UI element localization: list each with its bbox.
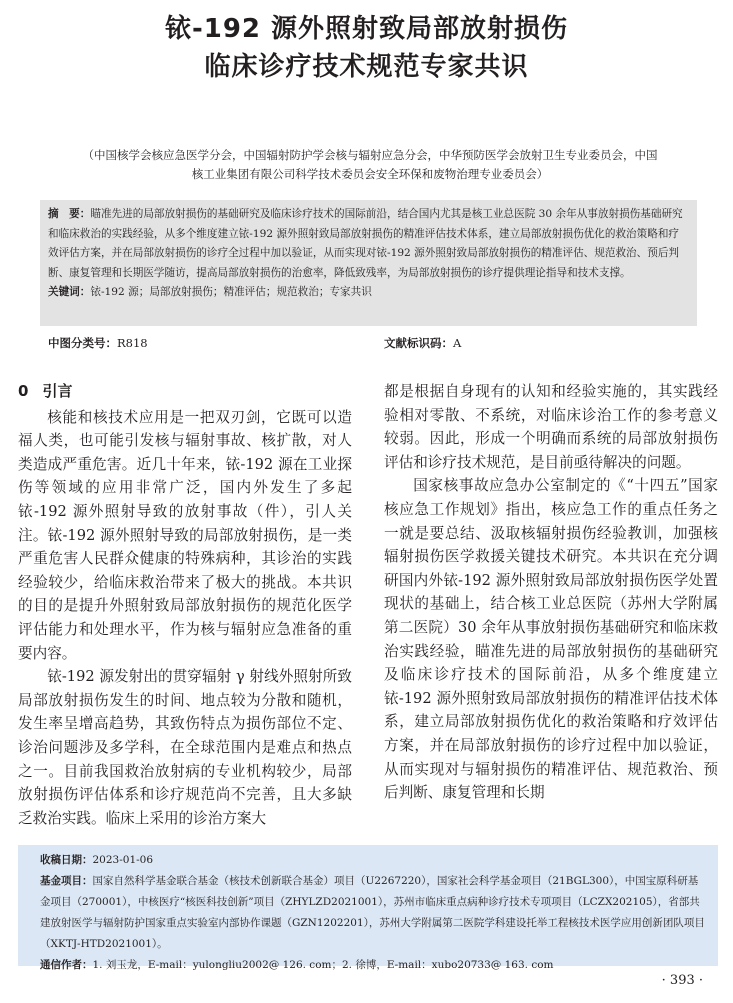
document-code-label: 文献标识码： xyxy=(384,336,453,350)
body-paragraph: 核能和核技术应用是一把双刃剑，它既可以造福人类，也可能引发核与辐射事故、核扩散，对人类造成严重危害。近几十年来，铱-192 源在工业探伤等领域的应用非常广泛，国内外发生了多起铱-192 源外照射导致的放射事故（件），引人关注。铱-192 源外照射导致的局部放射损伤，是一类严重危害人民群众健康的特殊病种，其诊治的实践经验较少，给临床救治带来了极大的挑战。本共识的目的是提升外照射致局部放射损伤的规范化医学评估能力和处理水平，作为核与辐射应急准备的重要内容。 xyxy=(18,408,352,662)
body-paragraph: 国家核事故应急办公室制定的《“十四五”国家核应急工作规划》指出，核应急工作的重点任务之一就是要总结、汲取核辐射损伤经验教训，加强核辐射损伤医学救援关键技术研究。本共识在充分调研国内外铱-192 源外照射致局部放射损伤医学处置现状的基础上，结合核工业总医院（苏州大学附属第二医院）30 余年从事放射损伤基础研究和临床救治实践经验，瞄准先进的局部放射损伤的基础研究及临床诊疗技术的国际前沿，从多个维度建立铱-192 源外照射致局部放射损伤的精准评估技术体系，建立局部放射损伤优化的救治策略和疗效评估方案，并在局部放射损伤的诊疗过程中加以验证，从而实现对与辐射损伤的精准评估、规范救治、预后判断、康复管理和长期 xyxy=(384,477,718,802)
corresponding-author xyxy=(40,955,708,976)
body-paragraph: 都是根据自身现有的认知和经验实施的，其实践经验相对零散、不系统，对临床诊治工作的参考意义较弱。因此，形成一个明确而系统的局部放射损伤评估和诊疗技术规范，是目前亟待解决的问题。 xyxy=(384,383,718,471)
received-date xyxy=(40,850,708,871)
footnote-box xyxy=(18,845,718,971)
affiliations-line-2: 核工业集团有限公司科学技术委员会安全环保和废物治理专业委员会） xyxy=(191,167,549,181)
keywords-paragraph xyxy=(48,283,689,303)
fund-label: 基金项目： xyxy=(40,875,93,887)
abstract-text: 瞄准先进的局部放射损伤的基础研究及临床诊疗技术的国际前沿，结合国内尤其是核工业总医院 30 余年从事放射损伤基础研究和临床救治的实践经验，从多个维度建立铱-192 源外照射致局部放射损伤的精准评估技术体系，建立局部放射损伤优化的救治策略和疗效评估方案，并在局部放射损伤的诊疗全过程中加以验证，从而实现对铱-192 源外照射致局部放射损伤的精准评估、规范救治、预后判断、康复管理和长期医学随访，提高局部放射损伤的治愈率，降低致残率，为局部放射损伤的诊疗提供理论指导和技术支撑。 xyxy=(48,208,683,279)
author-label: 通信作者： xyxy=(40,959,93,971)
clc-number xyxy=(48,335,148,351)
page-number: · 393 · xyxy=(661,973,703,988)
keywords-text: 铱-192 源；局部放射损伤；精准评估；规范救治；专家共识 xyxy=(90,286,372,299)
fund-text: 国家自然科学基金联合基金（核技术创新联合基金）项目（U2267220），国家社会科学基金项目（21BGL300），中国宝原科研基金项目（270001），中核医疗“核医科技创新”项目（ZHYLZD2021001），苏州市临床重点病种诊疗技术专项项目（LCZX202105），省部共建放射医学与辐射防护国家重点实验室内部协作课题（GZN1202201），苏州大学附属第二医院学科建设托举工程核技术医学应用创新团队项目（XKTJ-HTD2021001）。 xyxy=(40,875,705,950)
body-paragraph: 铱-192 源发射出的贯穿辐射 γ 射线外照射所致局部放射损伤发生的时间、地点较为分散和随机，发生率呈增高趋势，其致伤特点为损伤部位不定、诊治问题涉及多学科，在全球范围内是难点和热点之一。目前我国救治放射病的专业机构较少，局部放射损伤评估体系和诊疗规范尚不完善，且大多缺乏救治实践。临床上采用的诊治方案大 xyxy=(18,668,352,827)
abstract-box xyxy=(40,200,697,326)
abstract-label: 摘 要： xyxy=(48,208,91,220)
abstract-paragraph xyxy=(48,205,689,283)
section-number: 0 xyxy=(18,382,29,400)
clc-label: 中图分类号： xyxy=(48,336,117,350)
affiliations-line-1: （中国核学会核应急医学分会，中国辐射防护学会核与辐射应急分会，中华预防医学会放射卫生专业委员会，中国 xyxy=(82,148,658,162)
section-heading xyxy=(18,380,352,404)
received-label: 收稿日期： xyxy=(40,854,93,866)
title-line-2: 临床诊疗技术规范专家共识 xyxy=(204,52,529,82)
document-code-value: A xyxy=(453,336,462,350)
document-code xyxy=(384,335,461,351)
right-column xyxy=(384,380,718,805)
section-title: 引言 xyxy=(42,382,73,400)
keywords-label: 关键词： xyxy=(48,286,91,299)
author-text: 1. 刘玉龙，E-mail：yulongliu2002@ 126. com；2. 徐博，E-mail：xubo20733@ 163. com xyxy=(92,959,554,971)
fund-info xyxy=(40,871,708,955)
clc-value: R818 xyxy=(117,336,148,350)
title-line-1: 铱-192 源外照射致局部放射损伤 xyxy=(164,14,569,44)
left-column xyxy=(18,380,352,830)
received-value: 2023-01-06 xyxy=(92,854,154,866)
